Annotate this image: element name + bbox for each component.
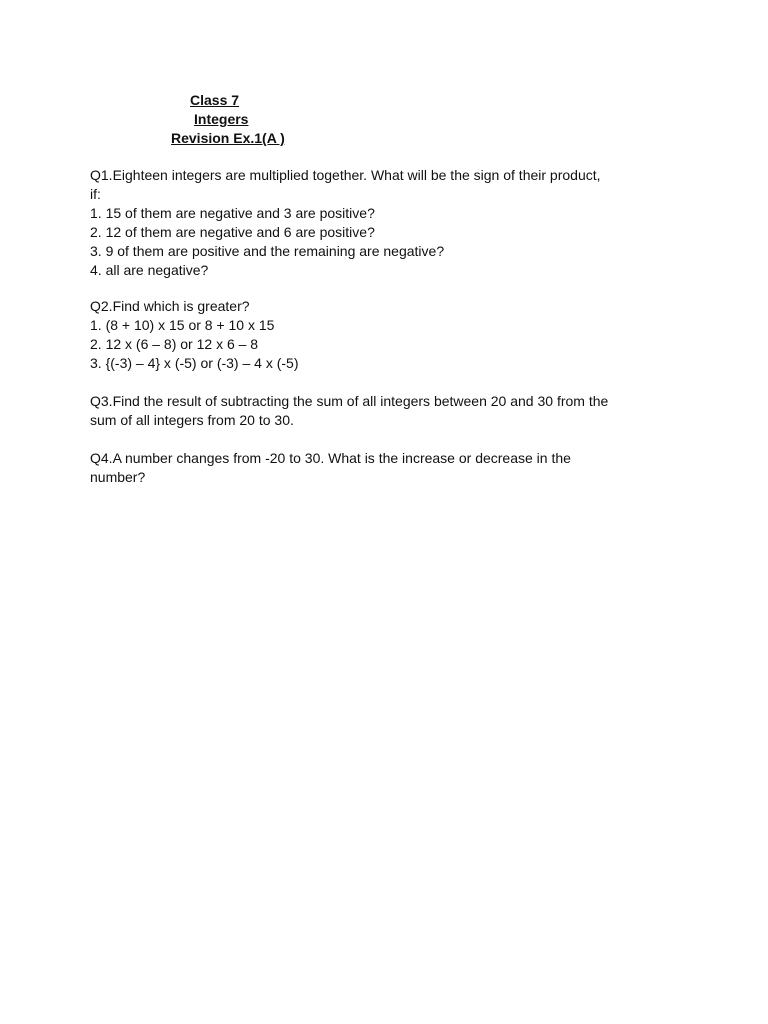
question-2-item-1: 1. (8 + 10) x 15 or 8 + 10 x 15 xyxy=(90,317,275,333)
question-2-prompt: Q2.Find which is greater? xyxy=(90,298,250,314)
subject-heading: Integers xyxy=(194,111,249,127)
question-1 xyxy=(90,166,610,280)
question-1-item-2: 2. 12 of them are negative and 6 are positive? xyxy=(90,224,375,240)
question-3-prompt: Q3.Find the result of subtracting the sum of all integers between 20 and 30 from the sum of all integers from 20 to 30. xyxy=(90,393,613,428)
question-1-item-4: 4. all are negative? xyxy=(90,262,209,278)
question-1-item-1: 1. 15 of them are negative and 3 are positive? xyxy=(90,205,375,221)
class-heading: Class 7 xyxy=(190,92,240,108)
question-4-prompt: Q4.A number changes from -20 to 30. What is the increase or decrease in the number? xyxy=(90,450,575,485)
question-1-prompt: Q1.Eighteen integers are multiplied together. What will be the sign of their product, if: xyxy=(90,167,605,202)
question-2-item-3: 3. {(-3) – 4} x (-5) or (-3) – 4 x (-5) xyxy=(90,355,299,371)
question-2-item-2: 2. 12 x (6 – 8) or 12 x 6 – 8 xyxy=(90,336,259,352)
question-1-item-3: 3. 9 of them are positive and the remaining are negative? xyxy=(90,243,445,259)
exercise-heading: Revision Ex.1(A ) xyxy=(171,130,285,146)
question-2 xyxy=(90,297,610,373)
question-3 xyxy=(90,392,613,430)
question-4 xyxy=(90,449,610,487)
